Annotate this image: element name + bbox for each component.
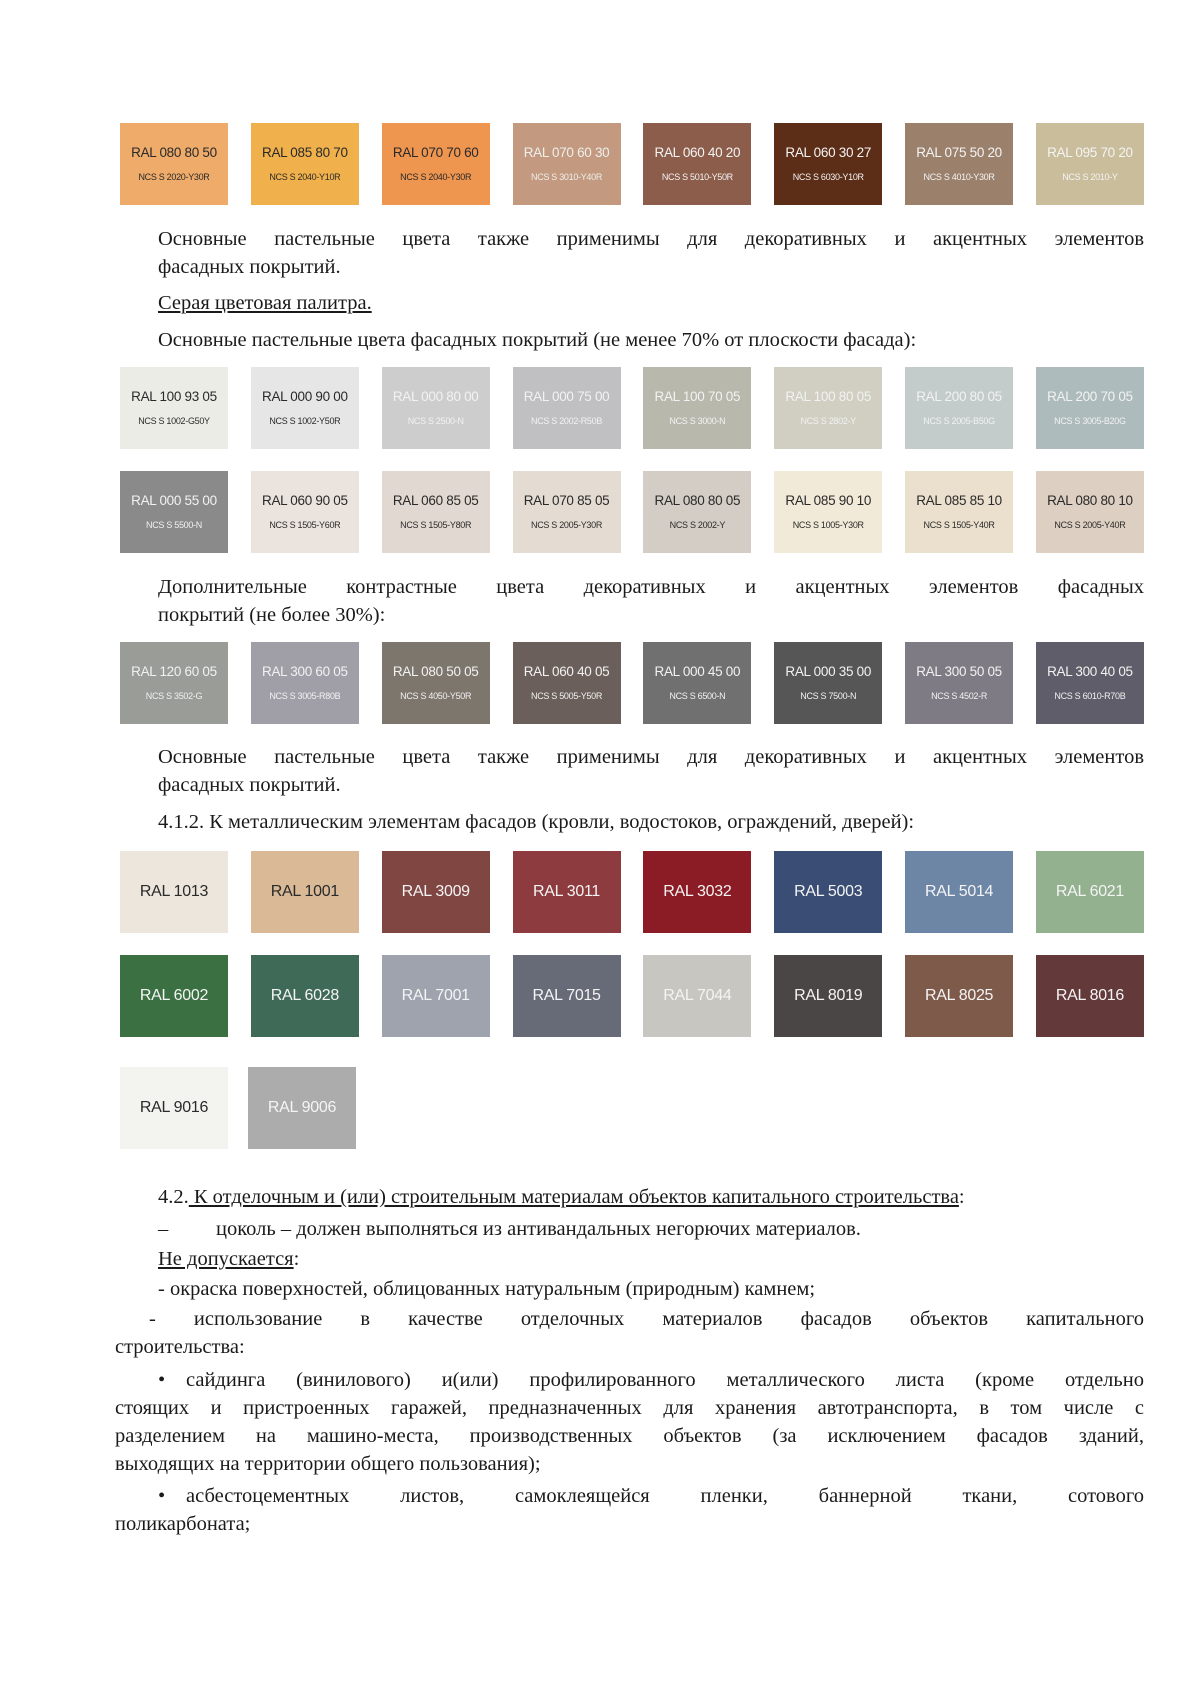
- paragraph-pastel-note-2: [115, 743, 1144, 799]
- section-title-suffix: :: [958, 1186, 965, 1208]
- list-item-2: [115, 1305, 1144, 1361]
- swatch-ral-code: RAL 300 50 05: [916, 664, 1002, 679]
- swatch-ral-code: RAL 5003: [794, 883, 863, 900]
- swatch-ral-code: RAL 000 35 00: [785, 664, 872, 679]
- color-swatch: [1036, 123, 1144, 205]
- swatch-ral-code: RAL 8019: [794, 987, 863, 1004]
- swatch-ncs-code: NCS S 1505-Y80R: [400, 520, 472, 530]
- metal-color-swatch: [1036, 955, 1144, 1037]
- metal-color-swatch: [120, 851, 228, 933]
- bullet-marker: •: [158, 1485, 166, 1507]
- gray-swatch-row-1: [120, 367, 1144, 449]
- swatch-ncs-code: NCS S 2040-Y30R: [400, 172, 472, 182]
- color-swatch: [905, 471, 1013, 553]
- swatch-ral-code: RAL 6028: [270, 987, 339, 1004]
- paragraph-line: выходящих на территории общего пользования);: [115, 1453, 541, 1475]
- paragraph-line: стоящих и пристроенных гаражей, предназначенных для хранения автотранспорта, в том числе с: [115, 1397, 1144, 1419]
- swatch-ral-code: RAL 3009: [401, 883, 470, 900]
- bullet-marker: •: [158, 1369, 166, 1391]
- dash-marker: –: [158, 1218, 169, 1240]
- color-swatch: [382, 642, 490, 724]
- swatch-ncs-code: NCS S 2500-N: [407, 416, 464, 426]
- swatch-ncs-code: NCS S 3000-N: [669, 416, 726, 426]
- color-swatch: [382, 367, 490, 449]
- swatch-ral-code: RAL 3032: [663, 883, 732, 900]
- swatch-ncs-code: NCS S 5500-N: [146, 520, 202, 530]
- swatch-ncs-code: NCS S 2005-Y30R: [531, 520, 603, 530]
- color-swatch: [382, 471, 490, 553]
- bullet-item-1: [115, 1366, 1144, 1478]
- paragraph-line: Основные пастельные цвета также применимы для декоративных и акцентных элементов: [158, 746, 1144, 768]
- paragraph-pastel-note-1: [115, 225, 1144, 281]
- metal-color-swatch: [1036, 851, 1144, 933]
- color-swatch: [251, 367, 359, 449]
- section-4-2-heading: [115, 1183, 1144, 1211]
- metal-section-heading: [115, 808, 1144, 836]
- swatch-ral-code: RAL 6002: [139, 987, 209, 1004]
- section-title: К отделочным и (или) строительным материалам объектов капитального строительства: [188, 1186, 959, 1208]
- bullet-item-2: [115, 1482, 1144, 1538]
- swatch-ncs-code: NCS S 4010-Y30R: [923, 172, 995, 182]
- section-number: 4.2.: [158, 1186, 189, 1208]
- dash-item-text: цоколь – должен выполняться из антивандальных негорючих материалов.: [216, 1218, 861, 1240]
- metal-section-heading-text: 4.1.2. К металлическим элементам фасадов (кровли, водостоков, ограждений, дверей):: [158, 811, 915, 833]
- swatch-ral-code: RAL 200 80 05: [916, 389, 1002, 404]
- swatch-ral-code: RAL 000 55 00: [131, 493, 217, 508]
- swatch-ral-code: RAL 100 80 05: [785, 389, 872, 404]
- metal-swatch-row-1: [120, 851, 1144, 933]
- swatch-ral-code: RAL 9006: [267, 1099, 337, 1116]
- paragraph-line: - использование в качестве отделочных материалов фасадов объектов капитального: [149, 1308, 1144, 1330]
- swatch-ral-code: RAL 085 80 70: [262, 145, 348, 160]
- swatch-ral-code: RAL 080 80 10: [1047, 493, 1133, 508]
- swatch-ral-code: RAL 1013: [139, 883, 209, 900]
- metal-color-swatch: [774, 851, 882, 933]
- swatch-ral-code: RAL 200 70 05: [1047, 389, 1133, 404]
- color-swatch: [643, 367, 751, 449]
- metal-color-swatch: [120, 1067, 228, 1149]
- swatch-ncs-code: NCS S 4050-Y50R: [400, 691, 472, 701]
- swatch-ral-code: RAL 300 60 05: [262, 664, 348, 679]
- swatch-ral-code: RAL 060 40 20: [654, 145, 741, 160]
- paragraph-line: фасадных покрытий.: [158, 774, 341, 796]
- swatch-ncs-code: NCS S 2010-Y: [1062, 172, 1118, 182]
- metal-color-swatch: [251, 955, 359, 1037]
- color-swatch: [905, 642, 1013, 724]
- color-swatch: [774, 367, 882, 449]
- color-swatch: [120, 471, 228, 553]
- color-swatch: [251, 471, 359, 553]
- gray-swatch-row-2: [120, 471, 1144, 553]
- swatch-ral-code: RAL 070 60 30: [523, 145, 610, 160]
- swatch-ral-code: RAL 060 85 05: [392, 493, 479, 508]
- swatch-ral-code: RAL 000 75 00: [523, 389, 610, 404]
- swatch-ral-code: RAL 8025: [924, 987, 994, 1004]
- swatch-ncs-code: NCS S 2802-Y: [800, 416, 856, 426]
- swatch-ral-code: RAL 1001: [270, 883, 339, 900]
- color-swatch: [774, 642, 882, 724]
- swatch-ral-code: RAL 060 30 27: [785, 145, 872, 160]
- metal-color-swatch: [905, 851, 1013, 933]
- swatch-ral-code: RAL 3011: [533, 883, 601, 900]
- metal-color-swatch: [643, 955, 751, 1037]
- gray-palette-intro-text: Основные пастельные цвета фасадных покрытий (не менее 70% от плоскости фасада):: [158, 329, 917, 351]
- bullet-text: сайдинга (винилового) и(или) профилированного металлического листа (кроме отдельно: [186, 1369, 1144, 1391]
- paragraph-line: Дополнительные контрастные цвета декоративных и акцентных элементов фасадных: [158, 576, 1144, 598]
- swatch-ncs-code: NCS S 1005-Y30R: [792, 520, 864, 530]
- metal-color-swatch: [120, 955, 228, 1037]
- metal-color-swatch: [643, 851, 751, 933]
- metal-color-swatch: [382, 851, 490, 933]
- swatch-ral-code: RAL 080 50 05: [392, 664, 479, 679]
- swatch-ncs-code: NCS S 3005-B20G: [1054, 416, 1126, 426]
- paragraph-line: строительства:: [115, 1336, 245, 1358]
- metal-color-swatch: [248, 1067, 356, 1149]
- swatch-ral-code: RAL 6021: [1055, 883, 1124, 900]
- contrast-swatch-row: [120, 642, 1144, 724]
- paragraph-line: [115, 1366, 1144, 1394]
- color-swatch: [643, 123, 751, 205]
- swatch-ncs-code: NCS S 1002-G50Y: [138, 416, 210, 426]
- color-swatch: [1036, 367, 1144, 449]
- swatch-ncs-code: NCS S 4502-R: [931, 691, 988, 701]
- swatch-ral-code: RAL 300 40 05: [1047, 664, 1133, 679]
- color-swatch: [643, 471, 751, 553]
- swatch-ral-code: RAL 000 90 00: [262, 389, 348, 404]
- swatch-ncs-code: NCS S 2020-Y30R: [138, 172, 210, 182]
- swatch-ncs-code: NCS S 7500-N: [800, 691, 857, 701]
- swatch-ral-code: RAL 100 93 05: [131, 389, 217, 404]
- metal-color-swatch: [905, 955, 1013, 1037]
- swatch-ral-code: RAL 070 85 05: [523, 493, 610, 508]
- swatch-ncs-code: NCS S 1505-Y40R: [923, 520, 995, 530]
- swatch-ncs-code: NCS S 1505-Y60R: [269, 520, 341, 530]
- swatch-ral-code: RAL 9016: [139, 1099, 209, 1116]
- swatch-ncs-code: NCS S 3005-R80B: [269, 691, 341, 701]
- swatch-ral-code: RAL 000 80 00: [392, 389, 479, 404]
- swatch-ral-code: RAL 085 90 10: [785, 493, 872, 508]
- swatch-ncs-code: NCS S 1002-Y50R: [269, 416, 341, 426]
- swatch-ncs-code: NCS S 3502-G: [145, 691, 203, 701]
- swatch-ncs-code: NCS S 6500-N: [669, 691, 726, 701]
- not-allowed-label: Не допускается: [158, 1248, 294, 1270]
- color-swatch: [643, 642, 751, 724]
- swatch-ncs-code: NCS S 2040-Y10R: [269, 172, 341, 182]
- metal-color-swatch: [251, 851, 359, 933]
- swatch-ral-code: RAL 080 80 50: [131, 145, 217, 160]
- swatch-ncs-code: NCS S 2002-R50B: [531, 416, 603, 426]
- gray-palette-heading: [115, 289, 1144, 317]
- swatch-ral-code: RAL 8016: [1055, 987, 1124, 1004]
- swatch-ral-code: RAL 060 40 05: [523, 664, 610, 679]
- paragraph-line: поликарбоната;: [115, 1513, 251, 1535]
- swatch-ral-code: RAL 120 60 05: [131, 664, 217, 679]
- swatch-ral-code: RAL 060 90 05: [262, 493, 348, 508]
- metal-color-swatch: [382, 955, 490, 1037]
- swatch-ral-code: RAL 100 70 05: [654, 389, 741, 404]
- swatch-ral-code: RAL 5014: [924, 883, 994, 900]
- swatch-ncs-code: NCS S 3010-Y40R: [531, 172, 603, 182]
- color-swatch: [120, 642, 228, 724]
- metal-swatch-row-3: [120, 1067, 1144, 1149]
- swatch-ral-code: RAL 095 70 20: [1047, 145, 1133, 160]
- swatch-ral-code: RAL 7044: [663, 987, 732, 1004]
- bullet-text: асбестоцементных листов, самоклеящейся пленки, баннерной ткани, сотового: [186, 1485, 1144, 1507]
- color-swatch: [905, 367, 1013, 449]
- paragraph-line: [115, 1482, 1144, 1510]
- swatch-ral-code: RAL 075 50 20: [916, 145, 1002, 160]
- metal-swatch-row-2: [120, 955, 1144, 1037]
- swatch-ral-code: RAL 070 70 60: [392, 145, 479, 160]
- dash-list-item: [158, 1215, 1144, 1243]
- swatch-ncs-code: NCS S 6030-Y10R: [792, 172, 864, 182]
- color-swatch: [513, 642, 621, 724]
- list-item-1: [115, 1275, 1144, 1303]
- metal-color-swatch: [513, 851, 621, 933]
- not-allowed-heading: [115, 1245, 1144, 1273]
- swatch-ral-code: RAL 7001: [401, 987, 470, 1004]
- color-swatch: [513, 367, 621, 449]
- color-swatch: [1036, 471, 1144, 553]
- list-item-text: - окраска поверхностей, облицованных натуральным (природным) камнем;: [158, 1278, 816, 1300]
- not-allowed-suffix: :: [293, 1248, 300, 1270]
- swatch-ral-code: RAL 080 80 05: [654, 493, 741, 508]
- paragraph-line: покрытий (не более 30%):: [158, 604, 386, 626]
- color-swatch: [905, 123, 1013, 205]
- swatch-ncs-code: NCS S 2002-Y: [669, 520, 726, 530]
- swatch-ncs-code: NCS S 2005-B50G: [923, 416, 995, 426]
- swatch-ncs-code: NCS S 6010-R70B: [1054, 691, 1126, 701]
- paragraph-line: разделением на машино-места, производственных объектов (за исключением фасадов зданий,: [115, 1425, 1144, 1447]
- paragraph-line: фасадных покрытий.: [158, 256, 341, 278]
- color-swatch: [251, 123, 359, 205]
- swatch-ral-code: RAL 000 45 00: [654, 664, 741, 679]
- color-swatch: [120, 123, 228, 205]
- swatch-ncs-code: NCS S 5010-Y50R: [661, 172, 733, 182]
- color-swatch: [513, 123, 621, 205]
- swatch-ncs-code: NCS S 5005-Y50R: [531, 691, 603, 701]
- swatch-ncs-code: NCS S 2005-Y40R: [1054, 520, 1126, 530]
- gray-palette-heading-text: Серая цветовая палитра.: [158, 292, 372, 314]
- swatch-ral-code: RAL 7015: [532, 987, 601, 1004]
- color-swatch: [774, 471, 882, 553]
- swatch-ral-code: RAL 085 85 10: [916, 493, 1002, 508]
- paragraph-line: Основные пастельные цвета также применимы для декоративных и акцентных элементов: [158, 228, 1144, 250]
- paragraph-contrast: [115, 573, 1144, 629]
- color-swatch: [382, 123, 490, 205]
- color-swatch: [774, 123, 882, 205]
- warm-swatch-row: [120, 123, 1144, 205]
- gray-palette-intro: [115, 326, 1144, 354]
- color-swatch: [1036, 642, 1144, 724]
- color-swatch: [120, 367, 228, 449]
- metal-color-swatch: [513, 955, 621, 1037]
- color-swatch: [251, 642, 359, 724]
- metal-color-swatch: [774, 955, 882, 1037]
- color-swatch: [513, 471, 621, 553]
